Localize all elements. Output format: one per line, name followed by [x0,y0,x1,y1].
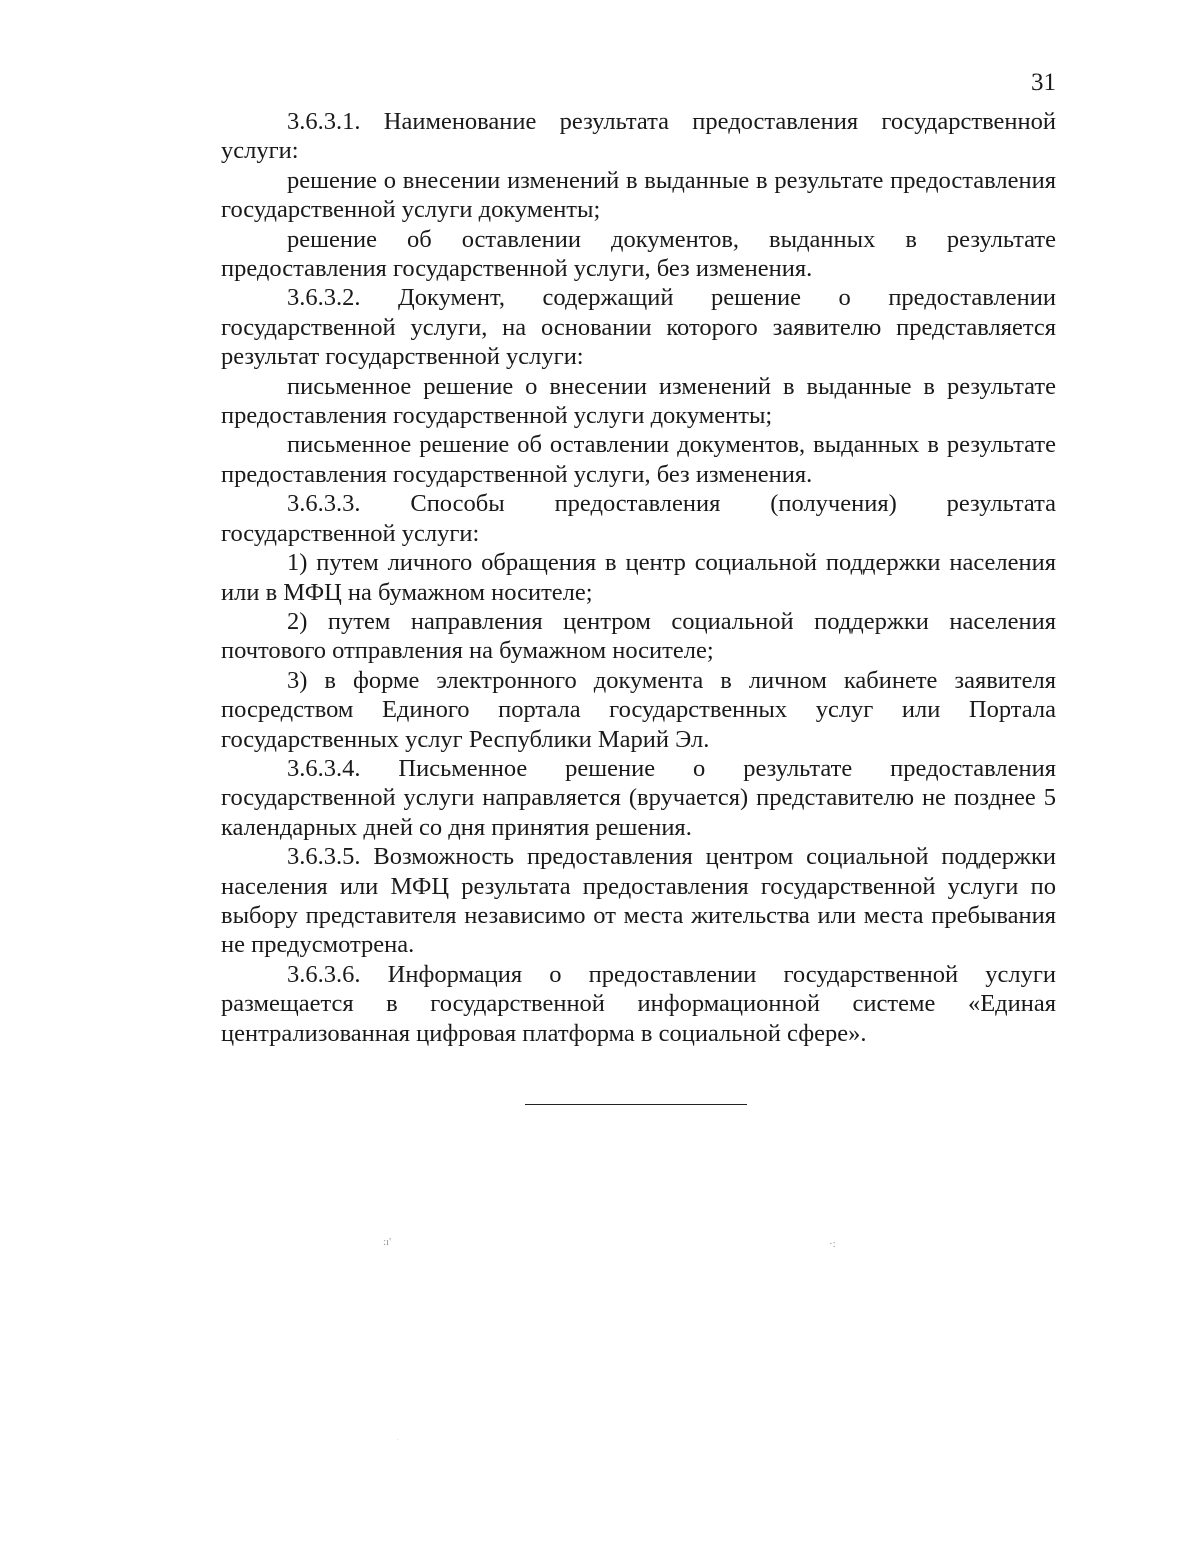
paragraph-document-item-1: письменное решение о внесении изменений в выданные в результате предоставления государственной услуги документы; [221,372,1056,430]
scan-mark-right: ·: [829,1238,836,1250]
end-separator-line [525,1104,747,1105]
paragraph-3-6-3-2: 3.6.3.2. Документ, содержащий решение о предоставлении государственной услуги, на основании которого заявителю представляется результат государственной услуги: [221,284,1056,371]
page-number: 31 [1031,69,1056,96]
document-body [221,107,1056,1048]
paragraph-result-item-2: решение об оставлении документов, выданных в результате предоставления государственной услуги, без изменения. [221,225,1056,283]
paragraph-method-3: 3) в форме электронного документа в личном кабинете заявителя посредством Единого портала государственных услуг или Портала государственных услуг Республики Марий Эл. [221,666,1056,753]
paragraph-result-item-1: решение о внесении изменений в выданные в результате предоставления государственной услуги документы; [221,166,1056,224]
scan-mark-left: :ı' [383,1236,392,1248]
paragraph-3-6-3-3: 3.6.3.3. Способы предоставления (получения) результата государственной услуги: [221,490,1056,547]
paragraph-3-6-3-4: 3.6.3.4. Письменное решение о результате предоставления государственной услуги направляется (вручается) представителю не позднее 5 календарных дней со дня принятия решения. [221,754,1056,841]
paragraph-method-1: 1) путем личного обращения в центр социальной поддержки населения или в МФЦ на бумажном носителе; [221,549,1056,606]
paragraph-method-2: 2) путем направления центром социальной поддержки населения почтового отправления на бумажном носителе; [221,607,1056,665]
paragraph-3-6-3-5: 3.6.3.5. Возможность предоставления центром социальной поддержки населения или МФЦ результата предоставления государственной услуги по выбору представителя независимо от места жительства или места пребывания не предусмотрена. [221,843,1056,959]
paragraph-3-6-3-1: 3.6.3.1. Наименование результата предоставления государственной услуги: [221,108,1056,165]
paragraph-document-item-2: письменное решение об оставлении документов, выданных в результате предоставления государственной услуги, без изменения. [221,431,1056,488]
paragraph-3-6-3-6: 3.6.3.6. Информация о предоставлении государственной услуги размещается в государственной информационной системе «Единая централизованная цифровая платформа в социальной сфере». [221,960,1056,1047]
scan-mark-bottom: . [397,1434,399,1442]
